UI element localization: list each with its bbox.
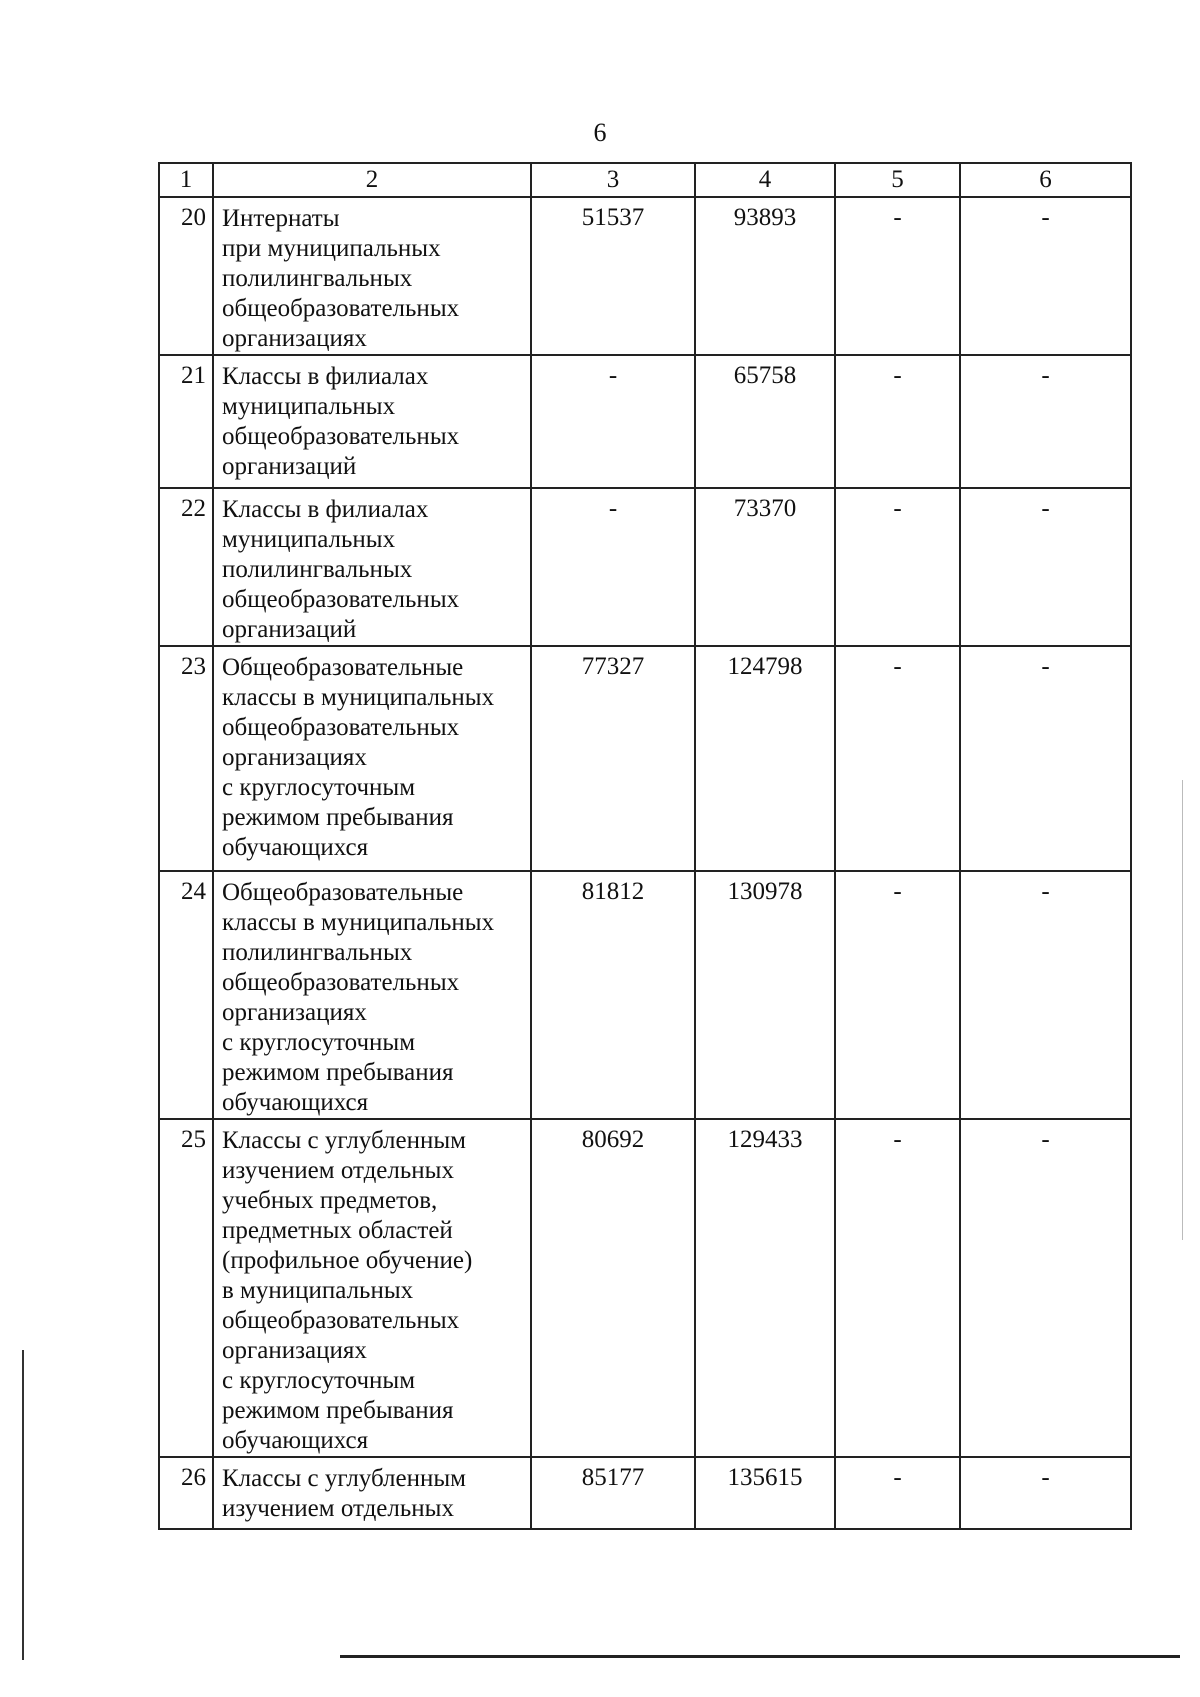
cell-col5: - [835,1457,960,1529]
cell-col3: 85177 [531,1457,695,1529]
row-description: Классы в филиалах муниципальных полилингвальных общеобразовательных организаций [213,488,531,646]
page-number: 6 [593,118,607,147]
scan-edge-mark [1182,780,1183,1240]
scan-bottom-line [340,1655,1180,1658]
cell-col4: 65758 [695,355,835,488]
row-number: 25 [159,1119,213,1457]
row-number: 20 [159,197,213,355]
column-header: 2 [213,163,531,197]
column-header: 6 [960,163,1131,197]
row-number: 22 [159,488,213,646]
cell-col5: - [835,1119,960,1457]
cell-col3: 81812 [531,871,695,1119]
data-table [158,162,1132,1530]
cell-col3: - [531,488,695,646]
cell-col4: 73370 [695,488,835,646]
row-number: 21 [159,355,213,488]
column-header: 1 [159,163,213,197]
table-row [159,488,1131,646]
cell-col5: - [835,646,960,871]
table-row [159,871,1131,1119]
column-header: 5 [835,163,960,197]
cell-col5: - [835,355,960,488]
cell-col6: - [960,1119,1131,1457]
row-number: 24 [159,871,213,1119]
cell-col4: 135615 [695,1457,835,1529]
row-description: Классы в филиалах муниципальных общеобразовательных организаций [213,355,531,488]
cell-col4: 124798 [695,646,835,871]
cell-col4: 93893 [695,197,835,355]
scan-edge-mark [22,1350,24,1660]
row-description: Классы с углубленным изучением отдельных учебных предметов, предметных областей (профильное обучение) в муниципальных общеобразовательных организациях с круглосуточным режимом пребывания обучающихся [213,1119,531,1457]
table-row [159,1119,1131,1457]
cell-col4: 129433 [695,1119,835,1457]
cell-col5: - [835,197,960,355]
cell-col6: - [960,1457,1131,1529]
cell-col5: - [835,871,960,1119]
table-row [159,355,1131,488]
row-number: 23 [159,646,213,871]
cell-col6: - [960,197,1131,355]
column-header: 4 [695,163,835,197]
table-row [159,197,1131,355]
cell-col4: 130978 [695,871,835,1119]
cell-col5: - [835,488,960,646]
table-row [159,646,1131,871]
row-number: 26 [159,1457,213,1529]
row-description: Общеобразовательные классы в муниципальных полилингвальных общеобразовательных организациях с круглосуточным режимом пребывания обучающихся [213,871,531,1119]
cell-col6: - [960,355,1131,488]
row-description: Общеобразовательные классы в муниципальных общеобразовательных организациях с круглосуточным режимом пребывания обучающихся [213,646,531,871]
column-header: 3 [531,163,695,197]
row-description: Классы с углубленным изучением отдельных [213,1457,531,1529]
table-header-row [159,163,1131,197]
row-description: Интернаты при муниципальных полилингвальных общеобразовательных организациях [213,197,531,355]
cell-col3: 77327 [531,646,695,871]
cell-col3: - [531,355,695,488]
cell-col6: - [960,871,1131,1119]
cell-col3: 80692 [531,1119,695,1457]
cell-col6: - [960,488,1131,646]
table-row [159,1457,1131,1529]
cell-col6: - [960,646,1131,871]
cell-col3: 51537 [531,197,695,355]
